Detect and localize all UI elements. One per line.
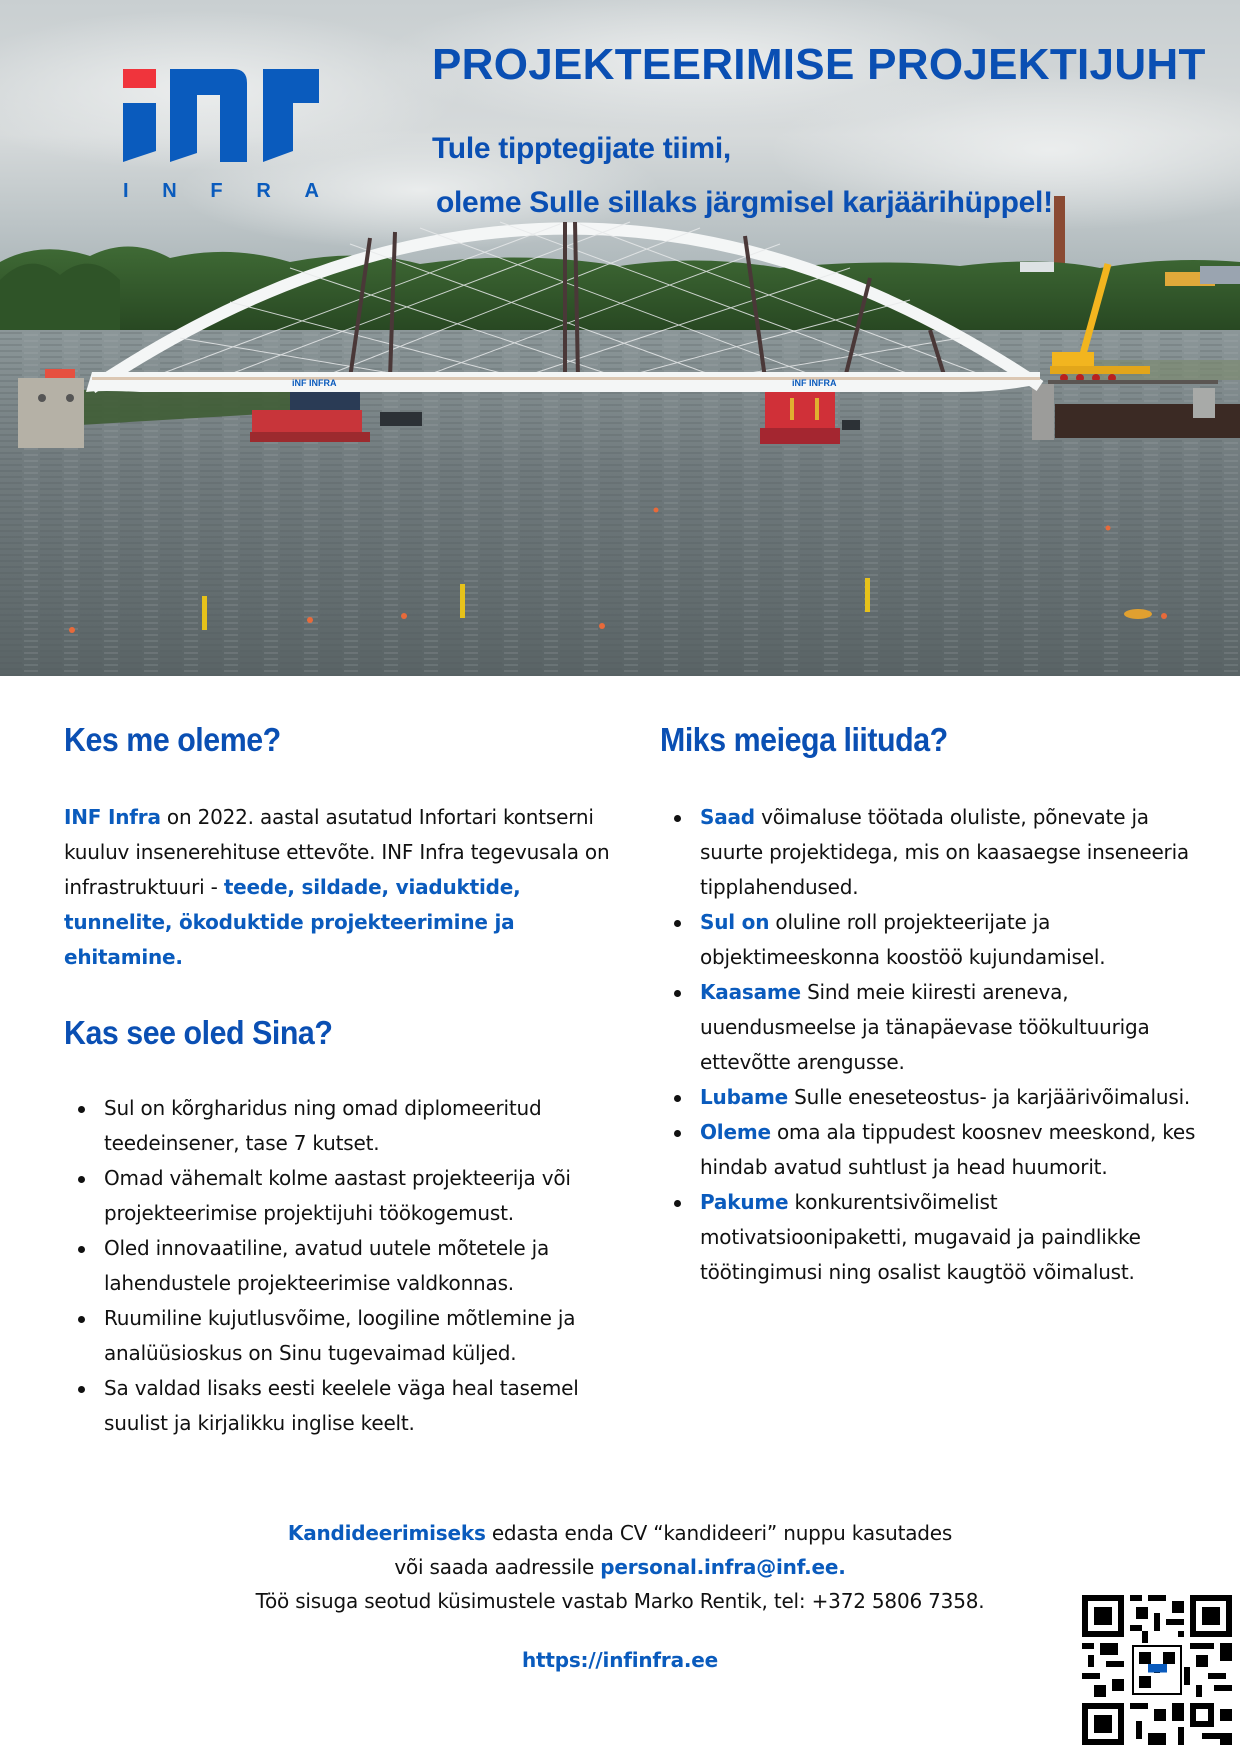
- left-column: [64, 700, 624, 1441]
- logo-wordmark: I N F R A: [123, 180, 319, 202]
- tagline-line-1: Tule tipptegijate tiimi,: [432, 132, 731, 165]
- list-item: Omad vähemalt kolme aastast projekteerija või projekteerimise projektijuhi töökogemust.: [64, 1161, 624, 1231]
- tagline-line-2: oleme Sulle sillaks järgmisel karjäärihüppel!: [436, 186, 1053, 219]
- apply-line-1: Kandideerimiseks edasta enda CV “kandideeri” nuppu kasutades: [287, 1521, 953, 1545]
- about-section: [64, 700, 624, 975]
- page-title: PROJEKTEERIMISE PROJEKTIJUHT: [432, 40, 1206, 89]
- contact-line: Töö sisuga seotud küsimustele vastab Marko Rentik, tel: +372 5806 7358.: [255, 1589, 985, 1613]
- list-item: Oleme oma ala tippudest koosnev meeskond, kes hindab avatud suhtlust ja head huumorit.: [660, 1115, 1200, 1185]
- requirements-list: [64, 1091, 624, 1441]
- about-text: INF Infra on 2022. aastal asutatud Infortari kontserni kuuluv insenerehituse ettevõte. INF Infra tegevusala on infrastruktuuri - teede, sildade, viaduktide, tunnelite, ökoduktide projekteerimine ja ehitamine.: [64, 805, 610, 969]
- website-link[interactable]: https://infinfra.ee: [521, 1648, 719, 1672]
- right-column: [660, 700, 1200, 1290]
- email-link[interactable]: personal.infra@inf.ee.: [600, 1555, 846, 1579]
- about-company-name: INF Infra: [64, 805, 161, 829]
- about-activities: teede, sildade, viaduktide, tunnelite, ökoduktide projekteerimine ja ehitamine.: [64, 875, 521, 969]
- benefits-section: [660, 700, 1200, 1290]
- list-item: Sa valdad lisaks eesti keelele väga heal tasemel suulist ja kirjalikku inglise keelt.: [64, 1371, 624, 1441]
- apply-section: [150, 1516, 1090, 1677]
- requirements-heading: Kas see oled Sina?: [64, 1014, 333, 1051]
- tagline: [432, 122, 1053, 230]
- bridge-sign: iNF INFRA: [792, 378, 837, 388]
- list-item: Kaasame Sind meie kiiresti areneva, uuendusmeelse ja tänapäevase töökultuuriga ettevõtte arengusse.: [660, 975, 1200, 1080]
- qr-code-icon[interactable]: [1082, 1595, 1232, 1745]
- benefits-list: [660, 800, 1200, 1290]
- list-item: Oled innovaatiline, avatud uutele mõtetele ja lahendustele projekteerimise valdkonnas.: [64, 1231, 624, 1301]
- company-logo: [123, 69, 319, 201]
- list-item: Pakume konkurentsivõimelist motivatsioonipaketti, mugavaid ja paindlikke töötingimusi ning osalist kaugtöö võimalust.: [660, 1185, 1200, 1290]
- bridge-sign: iNF INFRA: [292, 378, 337, 388]
- apply-line-2: või saada aadressile personal.infra@inf.ee.: [394, 1555, 846, 1579]
- list-item: Sul on kõrgharidus ning omad diplomeeritud teedeinsener, tase 7 kutset.: [64, 1091, 624, 1161]
- left-pier: [18, 378, 84, 448]
- inf-logo-icon: [123, 69, 319, 165]
- benefits-heading: Miks meiega liituda?: [660, 721, 948, 758]
- logo-accent: [123, 69, 156, 88]
- list-item: Lubame Sulle eneseteostus- ja karjäärivõimalusi.: [660, 1080, 1200, 1115]
- list-item: Saad võimaluse töötada oluliste, põnevate ja suurte projektidega, mis on kaasaegse inseneeria tipplahendused.: [660, 800, 1200, 905]
- chimney: [1054, 196, 1065, 270]
- list-item: Sul on oluline roll projekteerijate ja objektimeeskonna koostöö kujundamisel.: [660, 905, 1200, 975]
- list-item: Ruumiline kujutlusvõime, loogiline mõtlemine ja analüüsioskus on Sinu tugevaimad küljed.: [64, 1301, 624, 1371]
- requirements-section: [64, 993, 624, 1441]
- about-heading: Kes me oleme?: [64, 721, 281, 758]
